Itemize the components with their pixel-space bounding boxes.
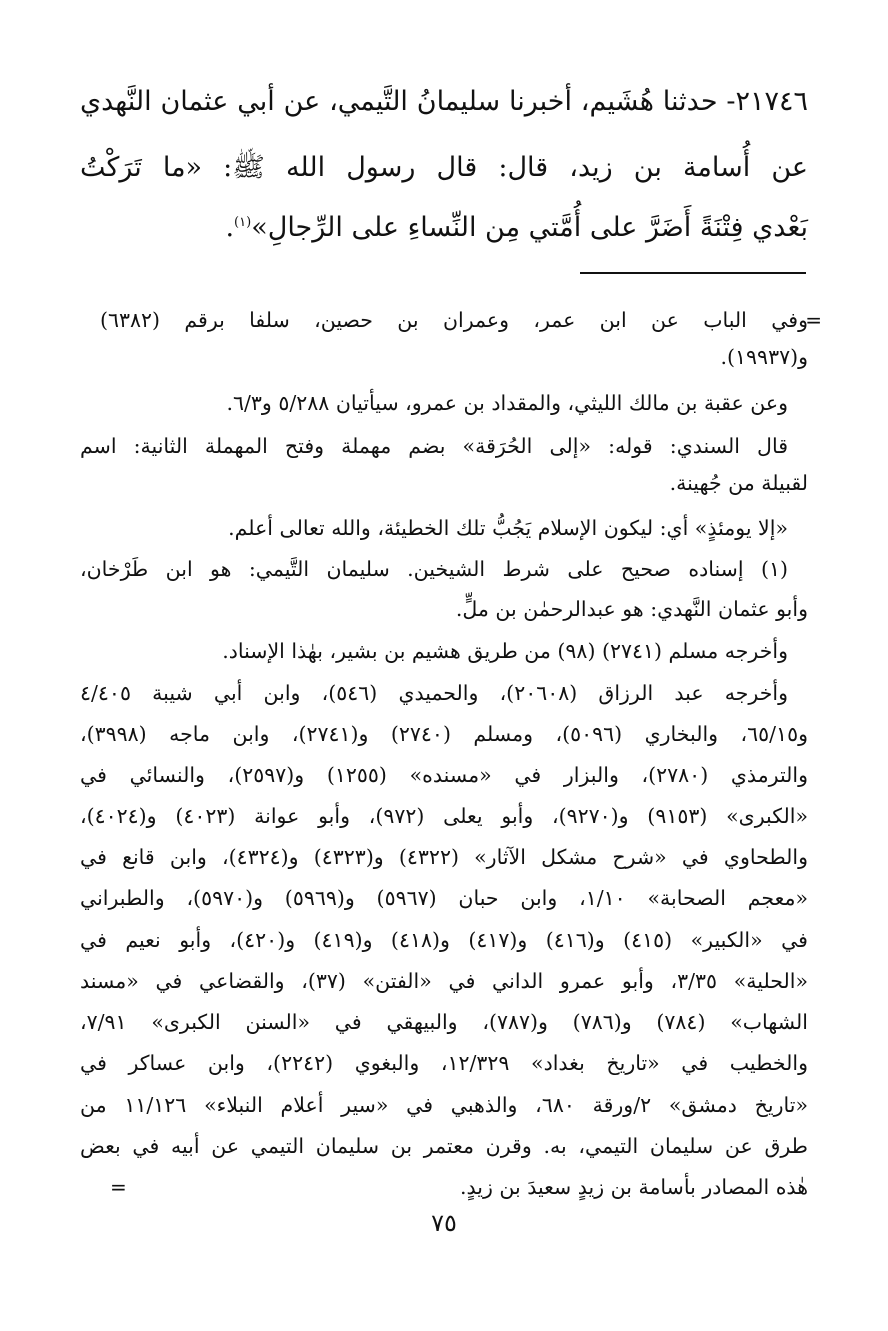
hadith-line-3-text: بَعْدي فِتْنَةً أَضَرَّ على أُمَّتي مِن النِّساءِ على الرِّجالِ» [251,212,808,243]
hadith-line-3-end: . [225,212,235,243]
footnote-line-15: «معجم الصحابة» ١/١٠، وابن حبان (٥٩٦٧) و(٥٩٦٩) و(٥٩٧٠)، والطبراني [80,886,808,910]
footnote-line-21: طرق عن سليمان التيمي، به. وقرن معتمر بن سليمان التيمي عن أبيه في بعض [80,1134,808,1158]
footnote-line-8: وأبو عثمان النَّهدي: هو عبدالرحمٰن بن ملٍّ. [455,597,808,621]
footnote-line-4: قال السندي: قوله: «إلى الحُرَقة» بضم مهملة وفتح المهملة الثانية: اسم [80,434,788,458]
footnote-reference: (١) [234,215,252,230]
continuation-mark-start: = [805,308,822,332]
footnote-line-6: «إلا يومئذٍ» أي: ليكون الإسلام يَجُبُّ تلك الخطيئة، والله تعالى أعلم. [228,516,788,540]
footnote-line-20: «تاريخ دمشق» ٢/ورقة ٦٨٠، والذهبي في «سير أعلام النبلاء» ١١/١٢٦ من [80,1093,808,1117]
footnote-line-18: الشهاب» (٧٨٤) و(٧٨٦) و(٧٨٧)، والبيهقي في «السنن الكبرى» ٧/٩١، [80,1010,808,1034]
footnote-line-12: والترمذي (٢٧٨٠)، والبزار في «مسنده» (١٢٥٥) و(٢٥٩٧)، والنسائي في [80,763,808,787]
footnote-line-2: و(١٩٩٣٧). [720,345,808,369]
footnote-line-17: «الحلية» ٣/٣٥، وأبو عمرو الداني في «الفتن» (٣٧)، والقضاعي في «مسند [80,969,808,993]
hadith-line-1: ٢١٧٤٦- حدثنا هُشَيم، أخبرنا سليمانُ التَّيمي، عن أبي عثمان النَّهدي [80,86,808,117]
footnote-separator-rule [580,272,806,274]
footnote-line-3: وعن عقبة بن مالك الليثي، والمقداد بن عمرو، سيأتيان ٥/٢٨٨ و٦/٣. [226,391,788,415]
footnote-line-16: في «الكبير» (٤١٥) و(٤١٦) و(٤١٧) و(٤١٨) و(٤١٩) و(٤٢٠)، وأبو نعيم في [80,928,808,952]
continuation-mark-end: = [110,1175,127,1199]
footnote-line-22: هٰذه المصادر بأسامة بن زيدٍ سعيدَ بن زيدٍ. [460,1175,808,1199]
page-number: ٧٥ [431,1209,457,1237]
footnote-line-14: والطحاوي في «شرح مشكل الآثار» (٤٣٢٢) و(٤٣٢٣) و(٤٣٢٤)، وابن قانع في [80,845,808,869]
hadith-line-3 [80,206,808,250]
footnote-line-9: وأخرجه مسلم (٢٧٤١) (٩٨) من طريق هشيم بن بشير، بهٰذا الإسناد. [222,639,788,663]
footnote-line-19: والخطيب في «تاريخ بغداد» ١٢/٣٢٩، والبغوي (٢٢٤٢)، وابن عساكر في [80,1051,809,1075]
footnote-line-10: وأخرجه عبد الرزاق (٢٠٦٠٨)، والحميدي (٥٤٦)، وابن أبي شيبة ٤/٤٠٥ [80,681,788,705]
footnote-line-7: (١) إسناده صحيح على شرط الشيخين. سليمان التَّيمي: هو ابن طَرْخان، [80,557,788,581]
footnote-line-11: و٦٥/١٥، والبخاري (٥٠٩٦)، ومسلم (٢٧٤٠) و(٢٧٤١)، وابن ماجه (٣٩٩٨)، [80,722,808,746]
footnote-line-13: «الكبرى» (٩١٥٣) و(٩٢٧٠)، وأبو يعلى (٩٧٢)، وأبو عوانة (٤٠٢٣) و(٤٠٢٤)، [80,804,808,828]
footnote-line-5: لقبيلة من جُهينة. [669,471,808,495]
footnote-line-1: وفي الباب عن ابن عمر، وعمران بن حصين، سلفا برقم (٦٣٨٢) [100,308,808,332]
hadith-line-2: عن أُسامة بن زيد، قال: قال رسول الله ﷺ: «ما تَرَكْتُ [80,152,808,183]
